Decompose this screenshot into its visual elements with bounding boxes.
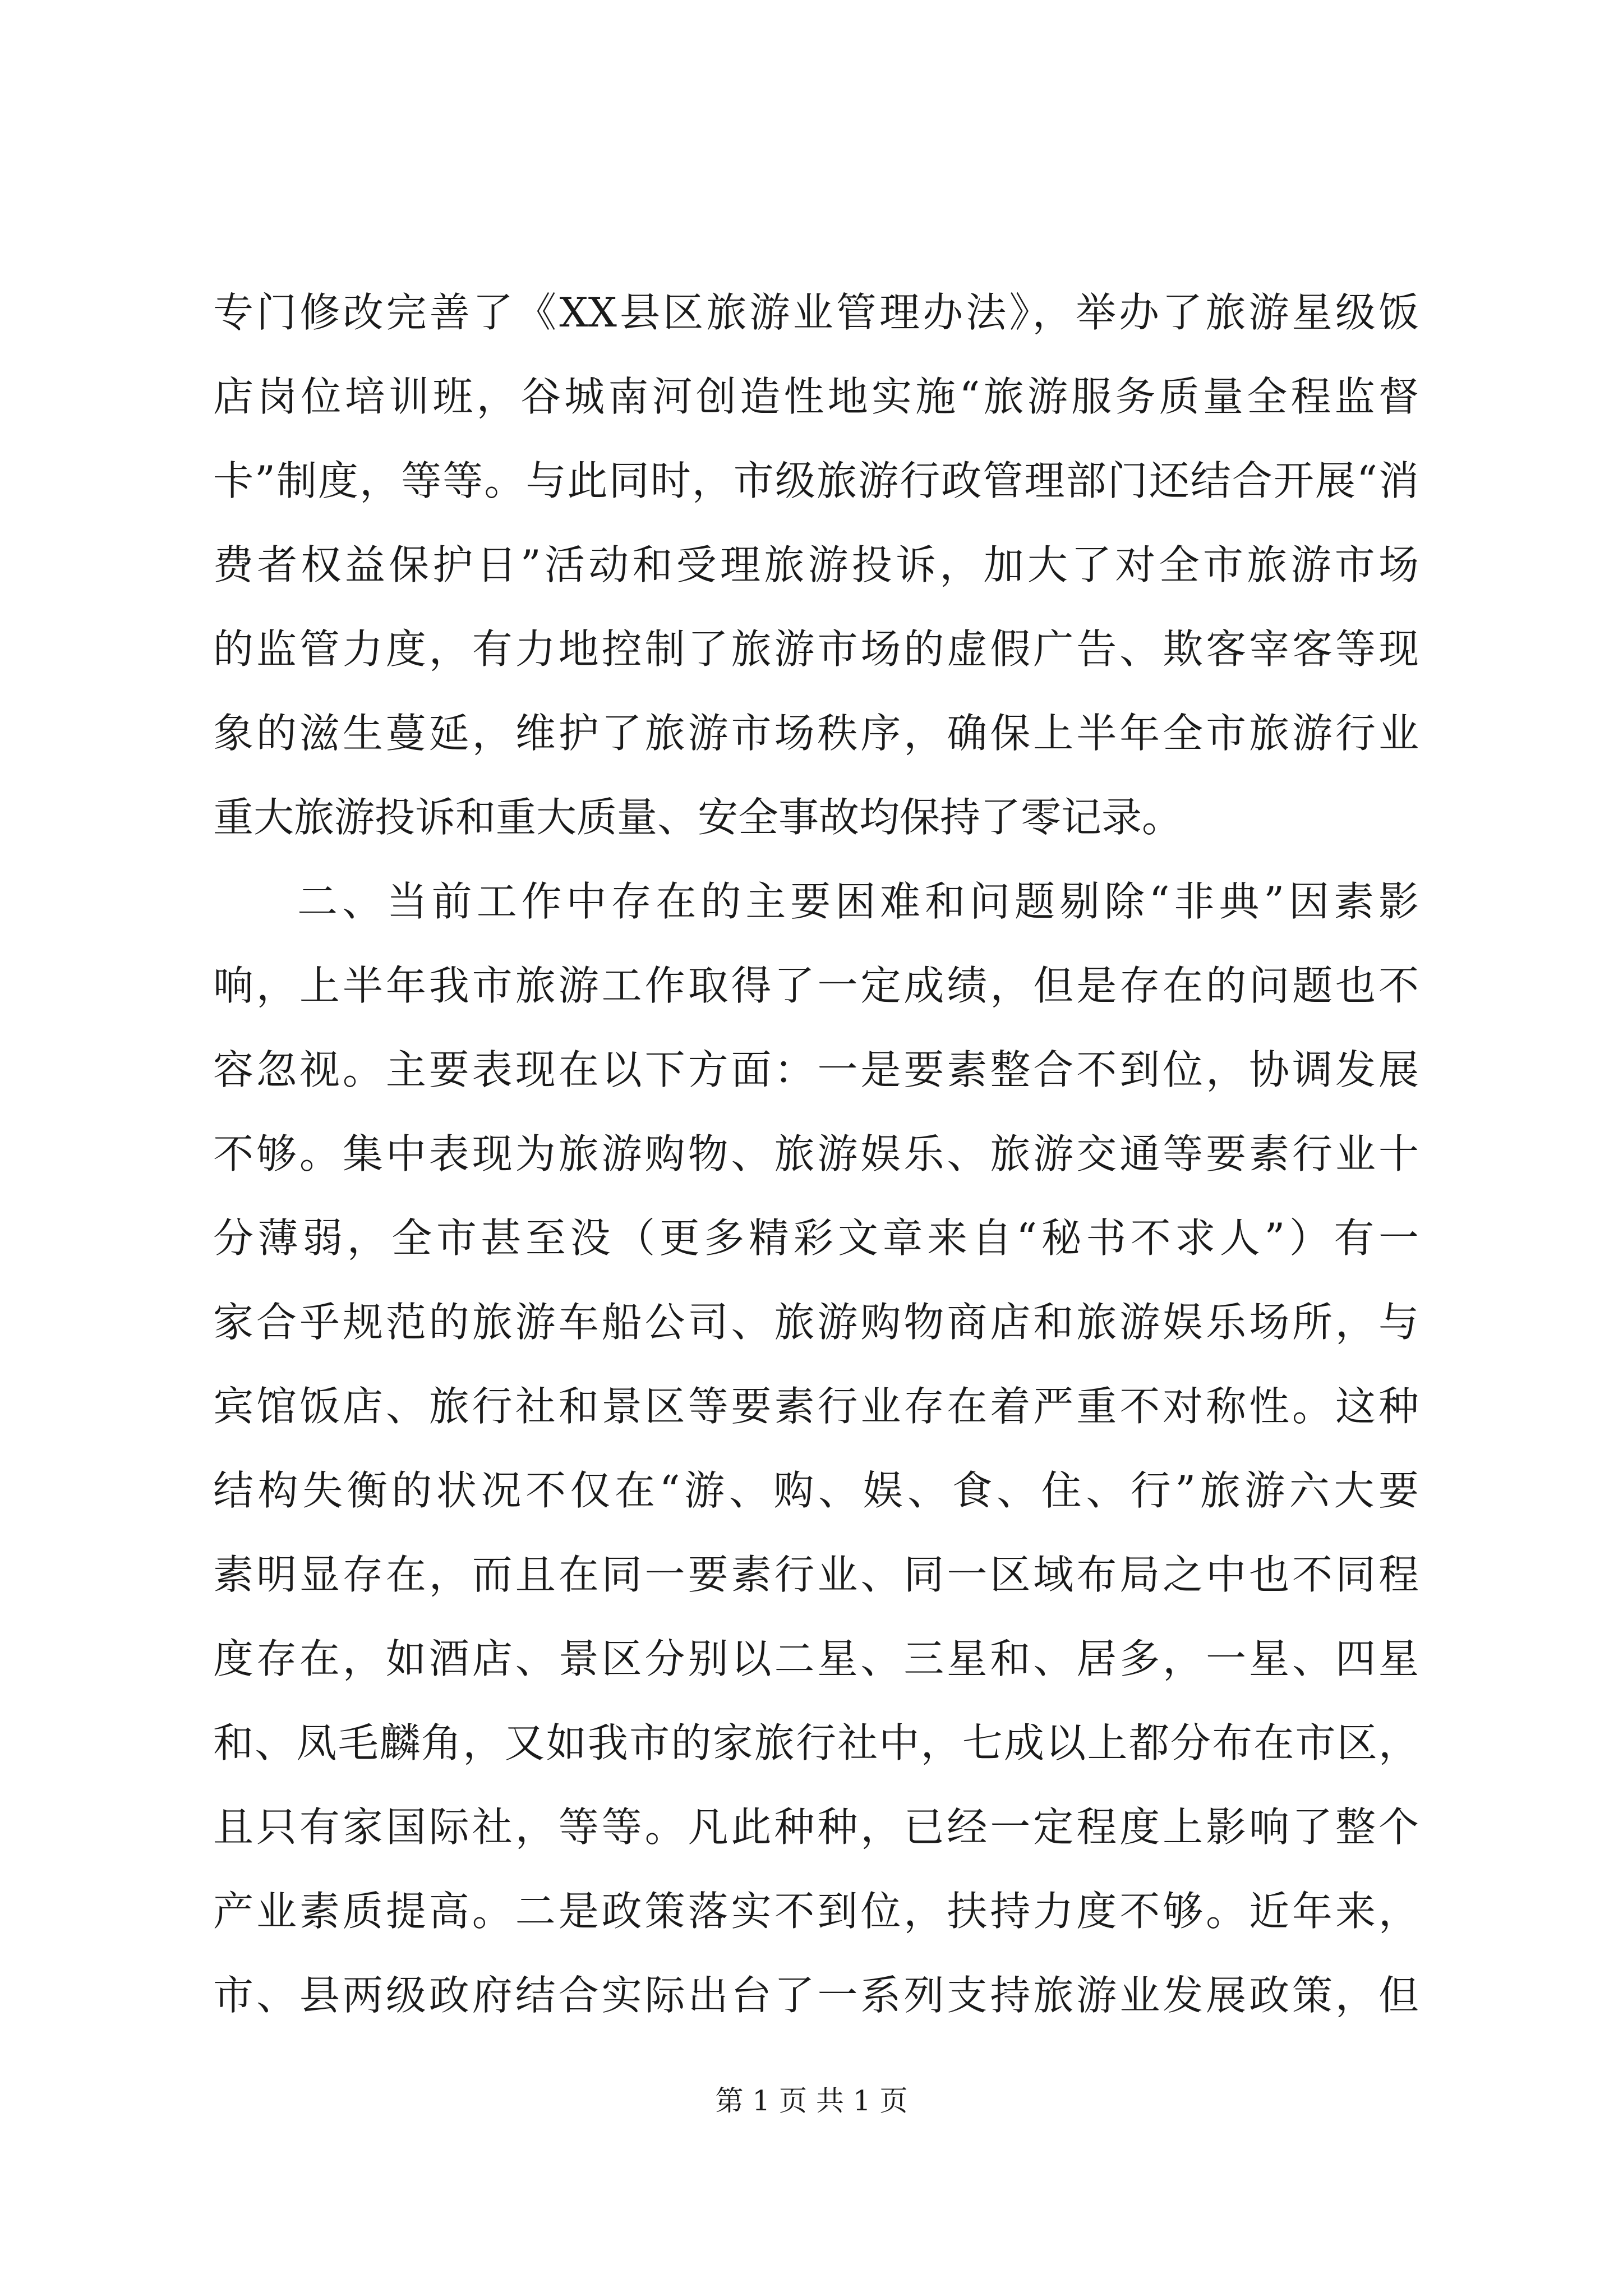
text-line: 重大旅游投诉和重大质量、安全事故均保持了零记录。 bbox=[213, 794, 1183, 841]
text-line: 容忽视。主要表现在以下方面：一是要素整合不到位，协调发展 bbox=[213, 1046, 1419, 1093]
text-line: 店岗位培训班，谷城南河创造性地实施“旅游服务质量全程监督 bbox=[213, 373, 1419, 420]
text-line: 家合乎规范的旅游车船公司、旅游购物商店和旅游娱乐场所，与 bbox=[213, 1299, 1419, 1346]
text-line: 分薄弱，全市甚至没（更多精彩文章来自“秘书不求人”）有一 bbox=[213, 1214, 1419, 1262]
text-line: 响，上半年我市旅游工作取得了一定成绩，但是存在的问题也不 bbox=[213, 962, 1419, 1009]
text-line: 宾馆饭店、旅行社和景区等要素行业存在着严重不对称性。这种 bbox=[213, 1383, 1419, 1430]
text-line: 二、当前工作中存在的主要困难和问题剔除“非典”因素影 bbox=[297, 878, 1419, 925]
text-line: 市、县两级政府结合实际出台了一系列支持旅游业发展政策，但 bbox=[213, 1972, 1419, 2019]
text-line: 度存在，如酒店、景区分别以二星、三星和、居多，一星、四星 bbox=[213, 1635, 1419, 1682]
text-line: 不够。集中表现为旅游购物、旅游娱乐、旅游交通等要素行业十 bbox=[213, 1130, 1419, 1177]
text-line: 产业素质提高。二是政策落实不到位，扶持力度不够。近年来， bbox=[213, 1888, 1419, 1935]
text-line: 结构失衡的状况不仅在“游、购、娱、食、住、行”旅游六大要 bbox=[213, 1467, 1419, 1514]
text-line: 素明显存在，而且在同一要素行业、同一区域布局之中也不同程 bbox=[213, 1551, 1419, 1598]
text-line: 专门修改完善了《XX县区旅游业管理办法》，举办了旅游星级饭 bbox=[213, 289, 1419, 336]
text-line: 卡”制度，等等。与此同时，市级旅游行政管理部门还结合开展“消 bbox=[213, 457, 1419, 504]
page-footer: 第 1 页 共 1 页 bbox=[715, 2085, 908, 2117]
text-line: 且只有家国际社，等等。凡此种种，已经一定程度上影响了整个 bbox=[213, 1803, 1419, 1851]
text-line: 费者权益保护日”活动和受理旅游投诉，加大了对全市旅游市场 bbox=[213, 541, 1419, 588]
text-line: 的监管力度，有力地控制了旅游市场的虚假广告、欺客宰客等现 bbox=[213, 625, 1419, 673]
text-line: 和、凤毛麟角，又如我市的家旅行社中，七成以上都分布在市区， bbox=[213, 1719, 1419, 1766]
text-line: 象的滋生蔓延，维护了旅游市场秩序，确保上半年全市旅游行业 bbox=[213, 710, 1419, 757]
